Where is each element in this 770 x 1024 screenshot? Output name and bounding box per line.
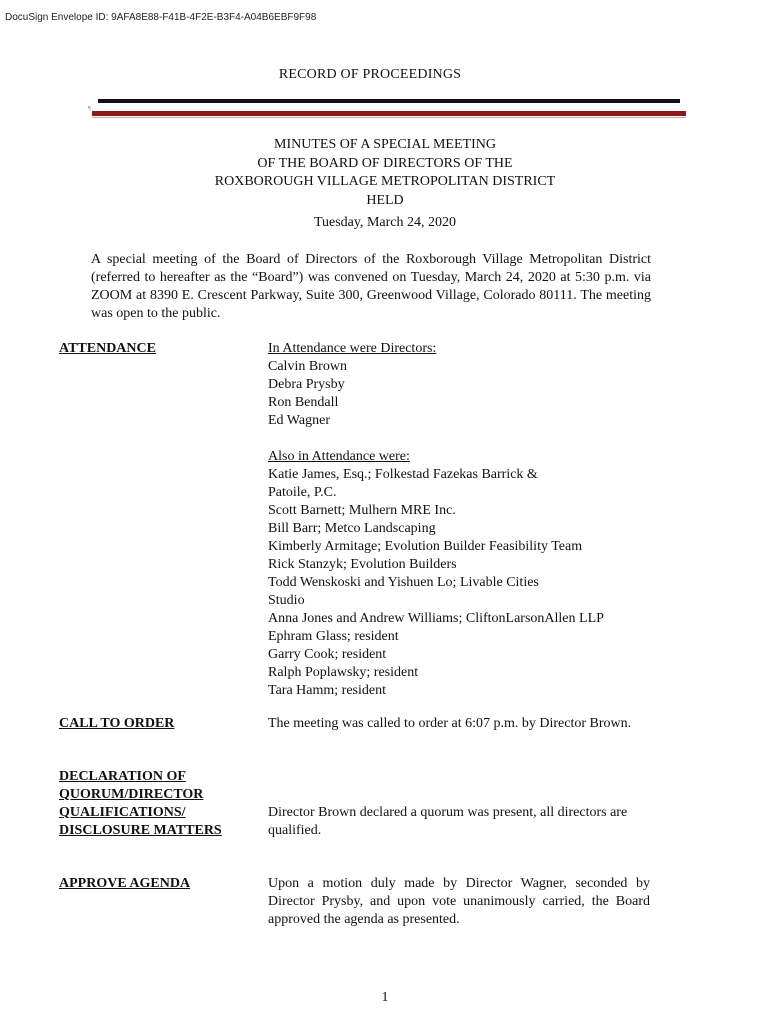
attendee-item: Rick Stanzyk; Evolution Builders	[268, 557, 457, 572]
attendance-label: ATTENDANCE	[59, 341, 156, 356]
heading-line-3: ROXBOROUGH VILLAGE METROPOLITAN DISTRICT	[214, 174, 556, 190]
heading-line-1: MINUTES OF A SPECIAL MEETING	[274, 137, 496, 152]
director-item: Ron Bendall	[268, 395, 339, 410]
declaration-label	[59, 768, 259, 840]
declaration-label-line: DECLARATION OF	[59, 769, 186, 784]
call-to-order-label: CALL TO ORDER	[59, 716, 175, 731]
directors-heading: In Attendance were Directors:	[268, 341, 437, 356]
call-to-order-text: The meeting was called to order at 6:07 p.m. by Director Brown.	[268, 716, 632, 731]
declaration-label-line: DISCLOSURE MATTERS	[59, 823, 222, 838]
attendee-item: Katie James, Esq.; Folkestad Fazekas Barrick &	[268, 467, 538, 482]
page-number: 1	[381, 990, 389, 1005]
director-item: Debra Prysby	[268, 377, 345, 392]
approve-agenda-text: Upon a motion duly made by Director Wagner, seconded by Director Prysby, and upon vote unanimously carried, the Board approved the agenda as presented.	[268, 876, 650, 927]
attendee-item: Garry Cook; resident	[268, 647, 387, 662]
record-title: RECORD OF PROCEEDINGS	[278, 67, 462, 82]
header-rule-red	[92, 111, 686, 116]
attendance-list	[268, 340, 650, 700]
director-item: Ed Wagner	[268, 413, 330, 428]
attendee-item: Scott Barnett; Mulhern MRE Inc.	[268, 503, 456, 518]
attendee-item: Tara Hamm; resident	[268, 683, 386, 698]
heading-line-2: OF THE BOARD OF DIRECTORS OF THE	[257, 155, 513, 171]
attendee-item: Patoile, P.C.	[268, 485, 337, 500]
attendee-item: Studio	[268, 593, 305, 608]
attendee-item: Kimberly Armitage; Evolution Builder Feasibility Team	[268, 539, 583, 554]
spacer	[268, 430, 650, 448]
envelope-id: DocuSign Envelope ID: 9AFA8E88-F41B-4F2E-B3F4-A04B6EBF9F98	[5, 12, 317, 23]
approve-agenda-label: APPROVE AGENDA	[59, 876, 191, 891]
intro-paragraph: A special meeting of the Board of Directors of the Roxborough Village Metropolitan District (referred to hereafter as the “Board”) was convened on Tuesday, March 24, 2020 at 5:30 p.m. via ZOOM at 8390 E. Crescent Parkway, Suite 300, Greenwood Village, Colorado 80111. The meeting was open to the public.	[91, 252, 651, 321]
others-heading: Also in Attendance were:	[268, 449, 410, 464]
attendee-item: Anna Jones and Andrew Williams; CliftonLarsonAllen LLP	[268, 611, 604, 626]
attendee-item: Todd Wenskoski and Yishuen Lo; Livable Cities	[268, 575, 539, 590]
declaration-label-line: QUORUM/DIRECTOR	[59, 787, 204, 802]
minutes-heading	[0, 136, 770, 233]
declaration-label-line: QUALIFICATIONS/	[59, 805, 186, 820]
director-item: Calvin Brown	[268, 359, 347, 374]
declaration-text: Director Brown declared a quorum was present, all directors are qualified.	[268, 805, 628, 838]
attendee-item: Bill Barr; Metco Landscaping	[268, 521, 436, 536]
header-rule-red-thin	[92, 117, 686, 118]
attendee-item: Ralph Poplawsky; resident	[268, 665, 419, 680]
heading-line-4: HELD	[366, 192, 404, 208]
rule-marker-icon: ¶	[88, 106, 91, 112]
meeting-date: Tuesday, March 24, 2020	[313, 215, 457, 231]
header-rule-black	[98, 99, 680, 103]
attendee-item: Ephram Glass; resident	[268, 629, 399, 644]
